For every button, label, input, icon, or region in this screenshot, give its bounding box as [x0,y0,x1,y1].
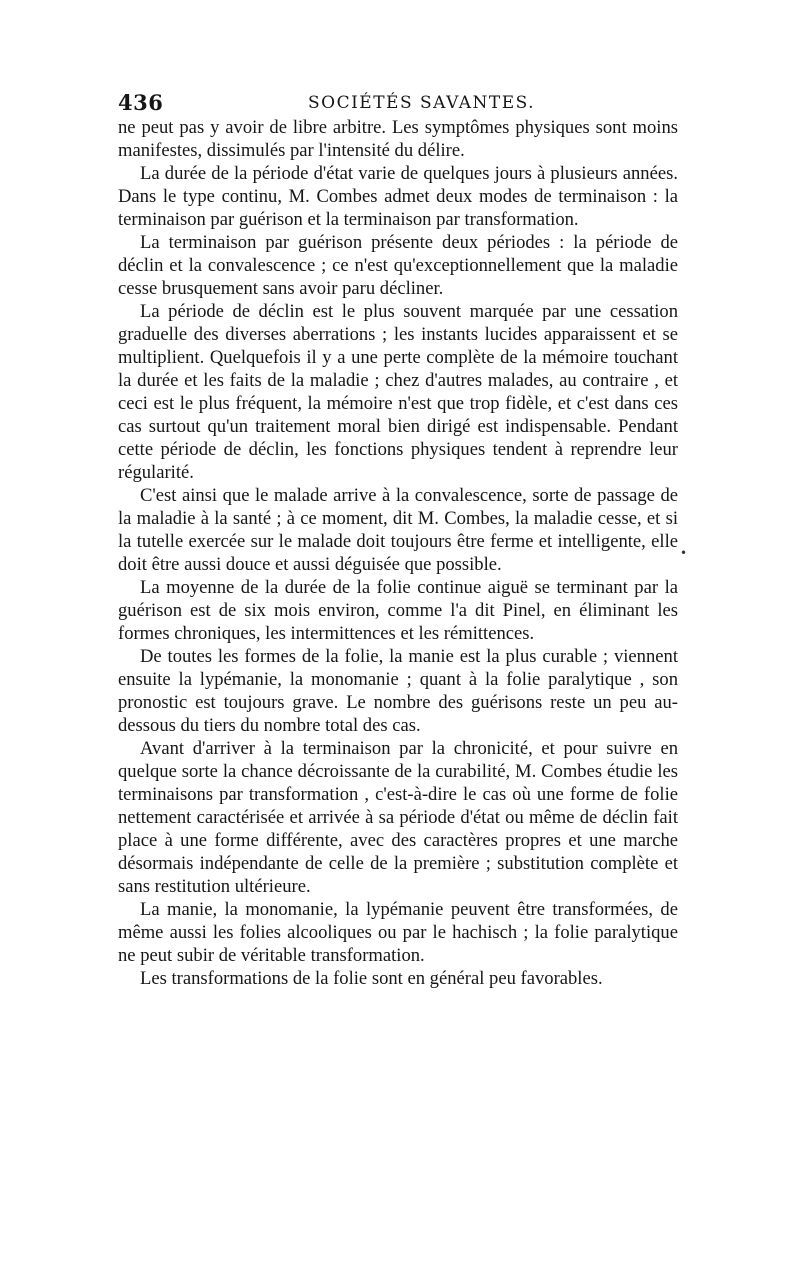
paragraph-7: De toutes les formes de la folie, la manie est la plus curable ; viennent ensuite la lypémanie, la monomanie ; quant à la folie paralytique , son pronostic est toujours grave. Le nombre des guérisons reste un peu au-dessous du tiers du nombre total des cas. [118,646,678,736]
running-header [118,86,678,116]
body-text [118,116,678,990]
paragraph-3: La terminaison par guérison présente deux périodes : la période de déclin et la convalescence ; ce n'est qu'exceptionnellement que la maladie cesse brusquement sans avoir paru décliner. [118,232,678,299]
paragraph-2: La durée de la période d'état varie de quelques jours à plusieurs années. Dans le type continu, M. Combes admet deux modes de terminaison : la terminaison par guérison et la terminaison par transformation. [118,163,678,230]
book-page [118,86,678,990]
paragraph-10: Les transformations de la folie sont en général peu favorables. [140,968,603,989]
paragraph-1: ne peut pas y avoir de libre arbitre. Les symptômes physiques sont moins manifestes, dissimulés par l'intensité du délire. [118,117,678,161]
running-title: SOCIÉTÉS SAVANTES. [308,93,536,113]
paragraph-8: Avant d'arriver à la terminaison par la chronicité, et pour suivre en quelque sorte la chance décroissante de la curabilité, M. Combes étudie les terminaisons par transformation , c'est-à-dire le cas où une forme de folie nettement caractérisée et arrivée à sa période d'état ou même de déclin fait place à une forme différente, avec des caractères propres et une marche désormais indépendante de celle de la première ; substitution complète et sans restitution ultérieure. [118,738,678,897]
margin-dot: • [680,546,688,560]
paragraph-4: La période de déclin est le plus souvent marquée par une cessation graduelle des diverses aberrations ; les instants lucides apparaissent et se multiplient. Quelquefois il y a une perte complète de la mémoire touchant la durée et les faits de la maladie ; chez d'autres malades, au contraire , et ceci est le plus fréquent, la mémoire n'est que trop fidèle, et c'est dans ces cas surtout qu'un traitement moral bien dirigé est indispensable. Pendant cette période de déclin, les fonctions physiques tendent à reprendre leur régularité. [118,301,678,483]
paragraph-9: La manie, la monomanie, la lypémanie peuvent être transformées, de même aussi les folies alcooliques ou par le hachisch ; la folie paralytique ne peut subir de véritable transformation. [118,899,678,966]
page-number: 436 [118,90,164,115]
paragraph-6: La moyenne de la durée de la folie continue aiguë se terminant par la guérison est de six mois environ, comme l'a dit Pinel, en éliminant les formes chroniques, les intermittences et les rémittences. [118,577,678,644]
paragraph-5: C'est ainsi que le malade arrive à la convalescence, sorte de passage de la maladie à la santé ; à ce moment, dit M. Combes, la maladie cesse, et si la tutelle exercée sur le malade doit toujours être ferme et intelligente, elle doit être aussi douce et aussi déguisée que possible. [118,485,678,575]
